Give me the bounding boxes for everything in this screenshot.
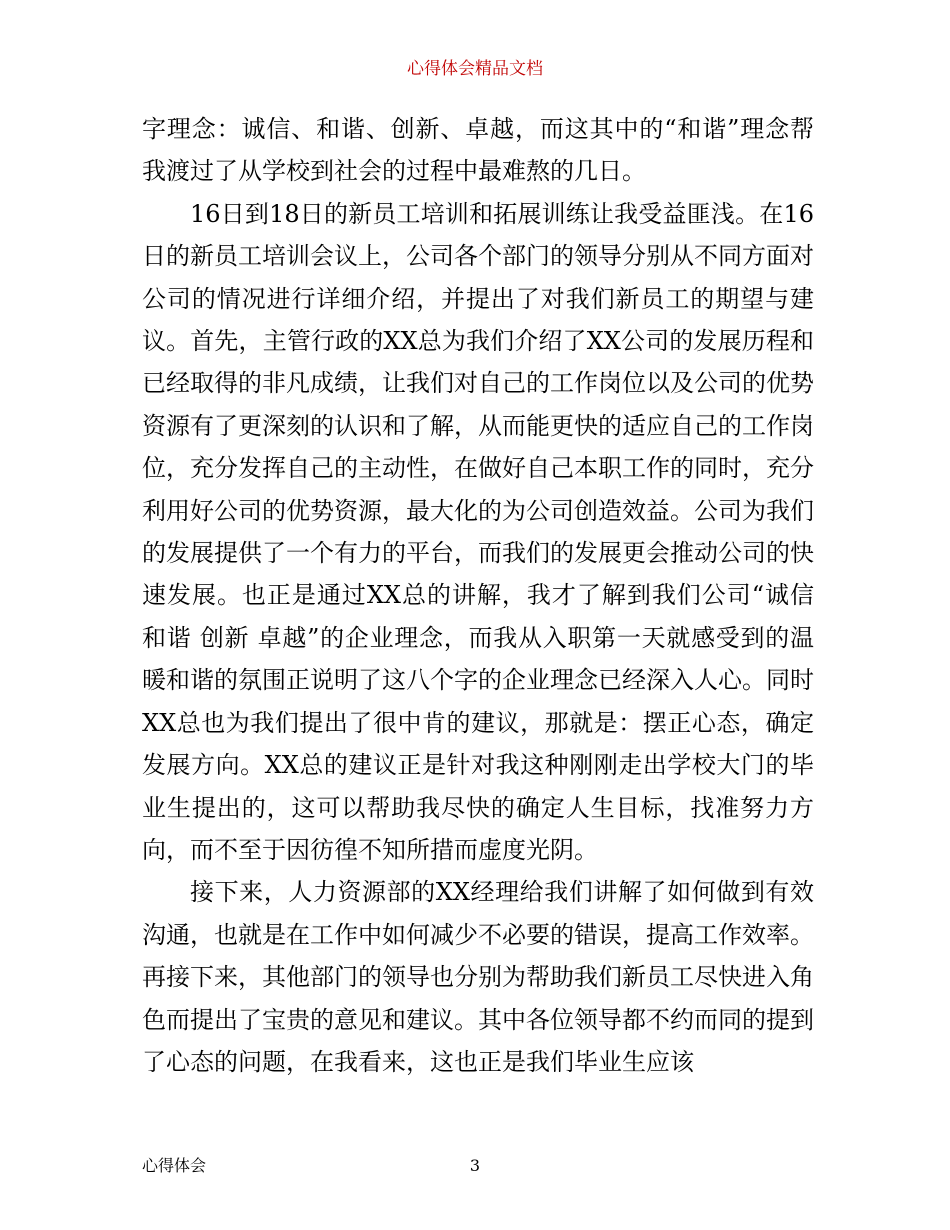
page-header-title: 心得体会精品文档: [407, 59, 543, 79]
page-number: 3: [469, 1156, 481, 1175]
paragraph-training: 16日到18日的新员工培训和拓展训练让我受益匪浅。在16日的新员工培训会议上，公司各个部门的领导分别从不同方面对公司的情况进行详细介绍，并提出了对我们新员工的期望与建议。首先，主管行政的XX总为我们介绍了XX公司的发展历程和已经取得的非凡成绩，让我们对自己的工作岗位以及公司的优势资源有了更深刻的认识和了解，从而能更快的适应自己的工作岗位，充分发挥自己的主动性，在做好自己本职工作的同时，充分利用好公司的优势资源，最大化的为公司创造效益。公司为我们的发展提供了一个有力的平台，而我们的发展更会推动公司的快速发展。也正是通过XX总的讲解，我才了解到我们公司“诚信 和谐 创新 卓越”的企业理念，而我从入职第一天就感受到的温暖和谐的氛围正说明了这八个字的企业理念已经深入人心。同时XX总也为我们提出了很中肯的建议，那就是：摆正心态，确定发展方向。XX总的建议正是针对我这种刚刚走出学校大门的毕业生提出的，这可以帮助我尽快的确定人生目标，找准努力方向，而不至于因彷徨不知所措而虚度光阴。: [142, 199, 814, 864]
paragraph-continuation: 字理念：诚信、和谐、创新、卓越，而这其中的“和谐”理念帮我渡过了从学校到社会的过程中最难熬的几日。: [142, 115, 814, 186]
page-footer-label: 心得体会: [142, 1156, 207, 1175]
paragraph-communication: 接下来，人力资源部的XX经理给我们讲解了如何做到有效沟通，也就是在工作中如何减少不必要的错误，提高工作效率。再接下来，其他部门的领导也分别为帮助我们新员工尽快进入角色而提出了宝贵的意见和建议。其中各位领导都不约而同的提到了心态的问题，在我看来，这也正是我们毕业生应该: [142, 878, 814, 1076]
document-body: [142, 108, 814, 1083]
